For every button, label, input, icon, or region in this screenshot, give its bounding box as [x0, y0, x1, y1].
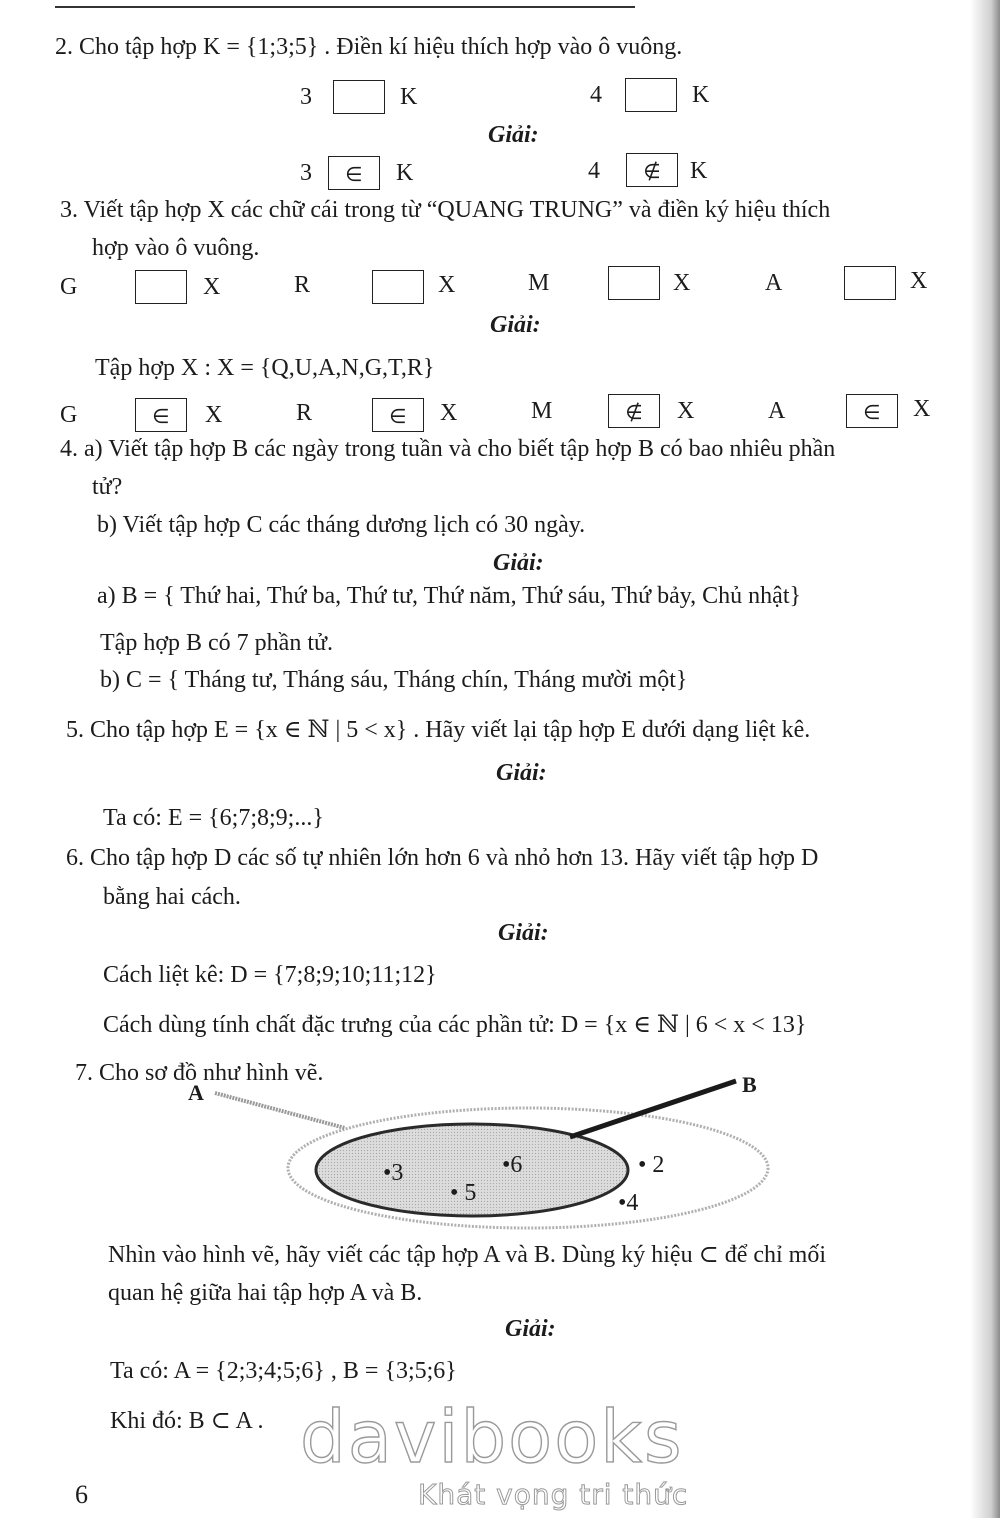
ex3-ans-set-4: X — [913, 396, 931, 422]
ex7-instruction-line2: quan hệ giữa hai tập hợp A và B. — [108, 1280, 423, 1306]
ex6-giai-heading: Giải: — [498, 920, 549, 946]
ex3-ans-letter-m: M — [531, 398, 553, 424]
ex7-answer: Ta có: A = {2;3;4;5;6} , B = {3;5;6} — [110, 1358, 457, 1384]
ex7-giai-heading: Giải: — [505, 1316, 556, 1342]
ex2-row-right-2: K — [692, 82, 710, 108]
ex3-ans-set-3: X — [677, 398, 695, 424]
ex3-set-definition: Tập hợp X : X = {Q,U,A,N,G,T,R} — [95, 355, 435, 381]
ex5-answer: Ta có: E = {6;7;8;9;...} — [103, 805, 324, 831]
ex7-point-5: • 5 — [450, 1180, 477, 1206]
ex3-ans-set-2: X — [440, 400, 458, 426]
ex7-label-a: A — [188, 1080, 204, 1105]
ex2-answer-left-1: 3 — [300, 160, 312, 186]
ex6-method-list: Cách liệt kê: D = {7;8;9;10;11;12} — [103, 962, 437, 988]
ex3-set-x-2: X — [438, 272, 456, 298]
label-a-pointer — [215, 1093, 345, 1128]
ex3-letter-r: R — [294, 272, 311, 298]
ex4-question-a-line2: tử? — [92, 474, 123, 500]
ex3-ans-set-1: X — [205, 402, 223, 428]
ex4-giai-heading: Giải: — [493, 550, 544, 576]
page-number: 6 — [75, 1480, 88, 1509]
ex3-ans-letter-r: R — [296, 400, 313, 426]
ex6-question-line1: 6. Cho tập hợp D các số tự nhiên lớn hơn 6 và nhỏ hơn 13. Hãy viết tập hợp D — [66, 845, 819, 871]
ex5-question: 5. Cho tập hợp E = {x ∈ ℕ | 5 < x} . Hãy viết lại tập hợp E dưới dạng liệt kê. — [66, 717, 811, 743]
ex2-row-left-2: 4 — [590, 82, 602, 108]
ex3-letter-a: A — [765, 270, 783, 296]
ex7-point-2: • 2 — [638, 1152, 665, 1178]
ex6-question-line2: bằng hai cách. — [103, 884, 241, 910]
ex3-ans-letter-g: G — [60, 402, 78, 428]
ex7-point-6: •6 — [502, 1152, 523, 1178]
ex4-answer-a: a) B = { Thứ hai, Thứ ba, Thứ tư, Thứ năm, Thứ sáu, Thứ bảy, Chủ nhật} — [97, 583, 802, 609]
ex2-answer-right-2: K — [690, 158, 708, 184]
ex2-row-right-1: K — [400, 84, 418, 110]
ex7-question: 7. Cho sơ đồ như hình vẽ. — [75, 1060, 324, 1086]
ex2-answer-symbol-2: ∉ — [626, 153, 678, 187]
ex7-conclusion: Khi đó: B ⊂ A . — [110, 1408, 264, 1434]
ex7-label-b: B — [742, 1072, 757, 1097]
ex3-ans-symbol-g: ∈ — [135, 398, 187, 432]
ex5-giai-heading: Giải: — [496, 760, 547, 786]
ex2-answer-right-1: K — [396, 160, 414, 186]
ex2-row-left-1: 3 — [300, 84, 312, 110]
ex2-giai-heading: Giải: — [488, 122, 539, 148]
watermark-brand: davibooks — [300, 1395, 684, 1479]
ex3-giai-heading: Giải: — [490, 312, 541, 338]
ex4-question-b: b) Viết tập hợp C các tháng dương lịch có 30 ngày. — [97, 512, 586, 538]
ex7-point-4: •4 — [618, 1190, 639, 1216]
watermark-slogan: Khát vọng tri thức — [418, 1478, 689, 1511]
ex3-ans-symbol-r: ∈ — [372, 398, 424, 432]
ex7-instruction-line1: Nhìn vào hình vẽ, hãy viết các tập hợp A và B. Dùng ký hiệu ⊂ để chỉ mối — [108, 1242, 826, 1268]
ex2-answer-left-2: 4 — [588, 158, 600, 184]
ex3-set-x-4: X — [910, 268, 928, 294]
ex4-answer-count: Tập hợp B có 7 phần tử. — [100, 630, 333, 656]
ex6-method-property: Cách dùng tính chất đặc trưng của các phần tử: D = {x ∈ ℕ | 6 < x < 13} — [103, 1012, 807, 1038]
ex4-answer-b: b) C = { Tháng tư, Tháng sáu, Tháng chín, Tháng mười một} — [100, 667, 688, 693]
binding-shadow — [970, 0, 1000, 1518]
ex3-ans-symbol-a: ∈ — [846, 394, 898, 428]
ex3-set-x-1: X — [203, 274, 221, 300]
ex3-ans-symbol-m: ∉ — [608, 394, 660, 428]
ex3-letter-g: G — [60, 274, 78, 300]
ex7-point-3: •3 — [383, 1160, 404, 1186]
ex3-ans-letter-a: A — [768, 398, 786, 424]
ex3-set-x-3: X — [673, 270, 691, 296]
ex3-letter-m: M — [528, 270, 550, 296]
ex4-question-a-line1: 4. a) Viết tập hợp B các ngày trong tuần và cho biết tập hợp B có bao nhiêu phần — [60, 436, 836, 462]
ex3-question-line1: 3. Viết tập hợp X các chữ cái trong từ “QUANG TRUNG” và điền ký hiệu thích — [60, 197, 831, 223]
ex3-question-line2: hợp vào ô vuông. — [92, 235, 260, 261]
ex2-answer-symbol-1: ∈ — [328, 156, 380, 190]
ex2-question: 2. Cho tập hợp K = {1;3;5} . Điền kí hiệu thích hợp vào ô vuông. — [55, 34, 683, 60]
